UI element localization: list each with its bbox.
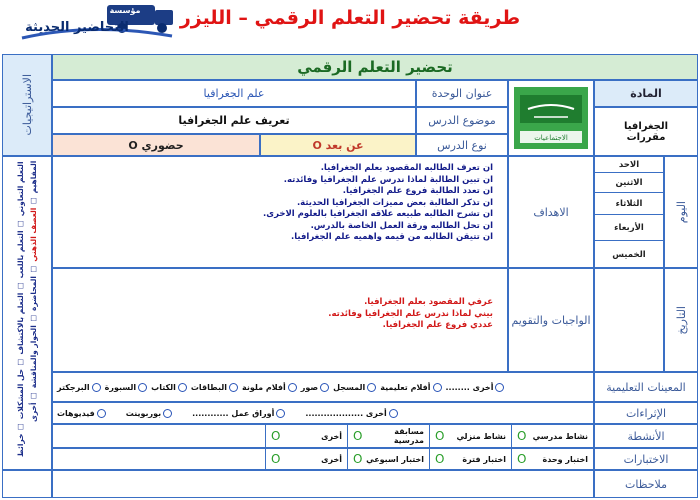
section-title: تحضير التعلم الرقمي (52, 54, 698, 80)
radio-circle-icon (97, 409, 106, 418)
book-cover-image (514, 87, 588, 149)
procedure-option[interactable]: أخرى ................... (305, 409, 397, 418)
notes-label: ملاحظات (594, 470, 698, 498)
days-list (594, 156, 664, 268)
day-sunday[interactable]: الاحد (595, 157, 663, 173)
strategy-item[interactable]: العصف الذهني (29, 208, 38, 263)
book-cover (508, 80, 594, 156)
homework-item: بيني لماذا ندرس علم الجغرافيا وفائدته. (328, 308, 493, 319)
type-presence-label: حضوري O (128, 138, 184, 152)
goal-item: ان تعرف الطالبه المقصود بعلم الجغرافيا. (320, 163, 493, 173)
radio-circle-icon (92, 383, 101, 392)
test-option[interactable]: اختبار وحدة O (511, 449, 593, 469)
aid-option[interactable]: البرجكتر (57, 383, 101, 392)
strategies-header (2, 54, 52, 156)
date-label-cell (664, 268, 698, 372)
radio-circle-icon (178, 383, 187, 392)
date-value[interactable] (594, 268, 664, 372)
type-remote-label: عن بعد O (312, 138, 364, 152)
strategy-item[interactable]: التعلم باللعب (16, 230, 25, 278)
radio-circle-icon (495, 383, 504, 392)
lesson-value[interactable]: تعريف علم الجغرافيا (52, 107, 416, 134)
activities-label: الأنشطة (594, 424, 698, 448)
procedures-label: الإثراءات (594, 402, 698, 424)
activity-option[interactable]: أخرى O (265, 425, 347, 447)
notes-value[interactable] (52, 470, 594, 498)
procedures-items (53, 403, 593, 423)
page-title: طريقة تحضير التعلم الرقمي – الليزر (179, 7, 521, 29)
aids-row (52, 372, 594, 402)
goals-label: الاهداف (508, 156, 594, 268)
radio-circle-icon (320, 383, 329, 392)
unit-value[interactable]: علم الجغرافيا (52, 80, 416, 107)
day-label: اليوم (674, 200, 688, 224)
radio-circle-icon (229, 383, 238, 392)
aid-option[interactable]: أخرى ........ (446, 383, 505, 392)
book-caption: الاجتماعيات (534, 134, 568, 142)
activity-option[interactable]: مسابقة مدرسية O (347, 425, 429, 447)
goal-item: ان تعدد الطالبة فروع علم الجغرافيا. (342, 186, 493, 196)
goal-item: ان تحل الطالبه ورقة العمل الخاصة بالدرس. (310, 220, 493, 231)
radio-circle-icon (433, 383, 442, 392)
aid-option[interactable]: البطاقات (191, 383, 238, 392)
tests-label: الاختبارات (594, 448, 698, 470)
test-option[interactable]: أخرى O (265, 449, 347, 469)
tests-row (52, 448, 594, 470)
activity-option[interactable]: نشاط منزلي O (429, 425, 511, 447)
homework-label: الواجبات والتقويم (508, 268, 594, 372)
activities-row (52, 424, 594, 448)
strategies-label: الاستراتيجيات (20, 74, 34, 136)
aid-option[interactable]: السبورة (105, 383, 148, 392)
strategies-items: التعلم التعاوني ☐ التعلم باللعب ☐ التعلم بالاكتشاف ☐ حل المشكلات ☐ خرائط المفاهيم ☐ العصف الذهني ☐ المحاضرة ☐ الحوار والمناقشة ☐ أخرى (16, 161, 38, 457)
aids-label: المعينات التعليمية (594, 372, 698, 402)
subject-value[interactable]: الجغرافيا مقررات (594, 107, 698, 156)
aid-option[interactable]: الكتاب (151, 383, 187, 392)
strategy-item[interactable]: حل المشكلات (16, 368, 25, 419)
test-option[interactable]: اختبار اسبوعي O (347, 449, 429, 469)
goal-item: ان تذكر الطالبة بعض مميزات الجغرافيا الحديثة. (296, 197, 493, 208)
strategy-item[interactable]: التعلم بالاكتشاف (16, 292, 25, 355)
procedure-option[interactable]: فيديوهات (57, 409, 106, 418)
date-label: التاريخ (674, 305, 688, 335)
strategy-item[interactable]: الحوار والمناقشة (29, 325, 38, 389)
logo-line2: التحاضير الحديثة (25, 20, 129, 35)
activity-option[interactable]: نشاط مدرسي O (511, 425, 593, 447)
goal-item: ان تشرح الطالبه طبيعه علاقه الجغرافيا بالعلوم الاخرى. (263, 209, 493, 219)
test-option[interactable]: اختبار فترة O (429, 449, 511, 469)
strategy-item[interactable]: أخرى (29, 402, 38, 423)
aid-option[interactable]: أفلام ملونة (242, 383, 297, 392)
aid-option[interactable]: صور (301, 383, 329, 392)
radio-circle-icon (138, 383, 147, 392)
unit-label: عنوان الوحدة (416, 80, 508, 107)
day-wednesday[interactable]: الأربعاء (595, 215, 663, 241)
day-thursday[interactable]: الخميس (612, 250, 646, 260)
strategy-item[interactable]: خرائط المفاهيم (16, 161, 38, 457)
day-tuesday[interactable]: الثلاثاء (595, 193, 663, 215)
aids-items (53, 373, 593, 401)
strategy-item[interactable]: المحاضرة (29, 276, 38, 312)
lesson-label: موضوع الدرس (416, 107, 508, 134)
procedure-option[interactable]: أوراق عمل ............ (192, 409, 285, 418)
radio-circle-icon (367, 383, 376, 392)
radio-circle-icon (276, 409, 285, 418)
strategies-list (2, 156, 52, 470)
activity-empty (53, 425, 265, 447)
homework-text[interactable] (52, 268, 508, 372)
goals-text[interactable] (52, 156, 508, 268)
day-monday[interactable]: الاثنين (595, 173, 663, 193)
radio-circle-icon (389, 409, 398, 418)
aid-option[interactable]: المسجل (333, 383, 376, 392)
strategy-item[interactable]: التعلم التعاوني (16, 161, 25, 216)
logo-line1: مؤسسة (109, 6, 141, 15)
type-label: نوع الدرس (416, 134, 508, 156)
subject-label: المادة (594, 80, 698, 107)
radio-circle-icon (163, 409, 172, 418)
test-empty (53, 449, 265, 469)
procedure-option[interactable]: بوربوينت (126, 409, 172, 418)
homework-item: عددي فروع علم الجغرافيا. (382, 320, 493, 330)
radio-circle-icon (288, 383, 297, 392)
strategies-bottom (2, 470, 52, 498)
goal-item: ان تتيقن الطالبه من قيمه واهميه علم الجغرافيا. (290, 232, 493, 242)
homework-item: عرفي المقصود بعلم الجغرافيا. (364, 297, 493, 307)
day-label-cell (664, 156, 698, 268)
goal-item: ان تبين الطالبة لماذا ندرس علم الجغرافيا وفائدته. (283, 174, 493, 185)
type-presence[interactable] (52, 134, 260, 156)
type-remote[interactable] (260, 134, 416, 156)
aid-option[interactable]: أفلام تعليمية (380, 383, 441, 392)
procedures-row (52, 402, 594, 424)
